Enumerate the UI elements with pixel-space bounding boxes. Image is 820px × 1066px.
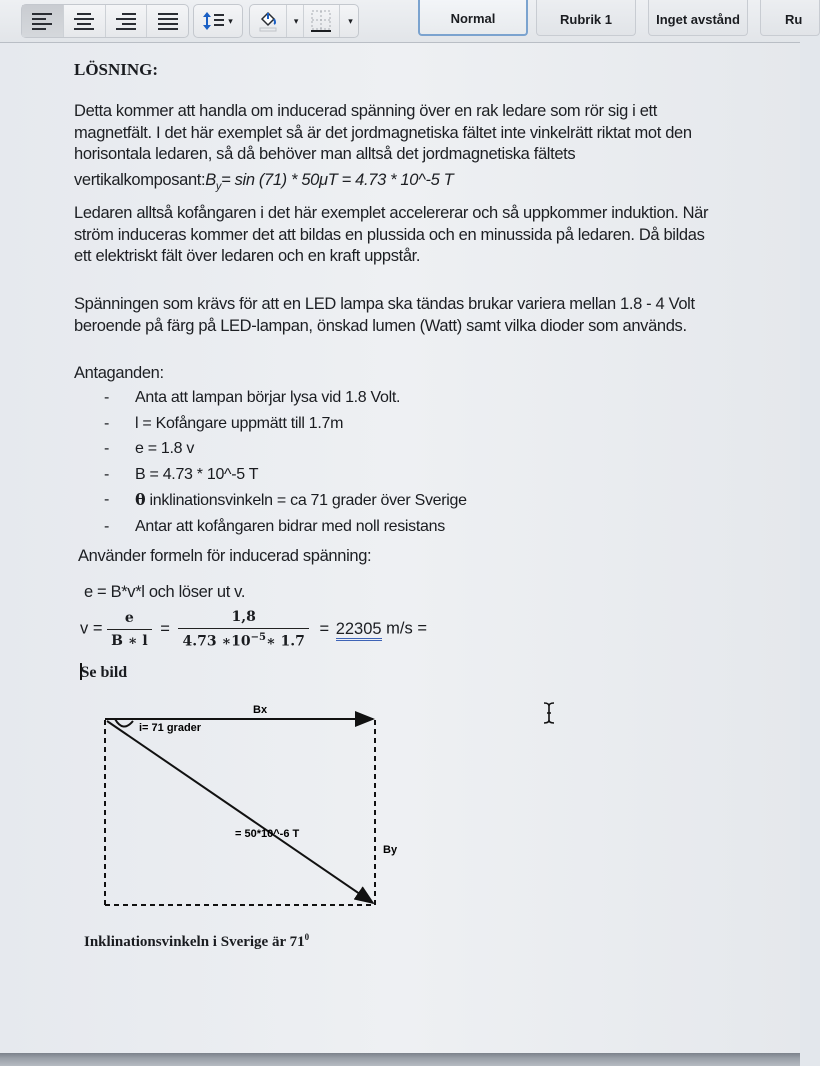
- text-line: Detta kommer att handla om inducerad spänning över en rak ledare som rör sig i ett: [74, 102, 658, 120]
- fraction-denominator: B ∗ l: [107, 629, 152, 649]
- list-item-text: inklinationsvinkeln = ca 71 grader över Sverige: [145, 492, 467, 509]
- see-image-label: Se bild: [80, 664, 128, 681]
- paragraph-intro: [74, 101, 794, 197]
- shading-borders-group: [249, 4, 359, 38]
- text-line: ström induceras kommer det att bildas en plussida och en minussida på ledaren. Då bildas: [74, 225, 705, 244]
- formula-line: [74, 170, 794, 198]
- label-bx: Bx: [253, 704, 268, 716]
- fraction-symbolic: [107, 610, 152, 649]
- style-rubrik-1[interactable]: [536, 0, 636, 36]
- list-item: [104, 411, 704, 437]
- list-item-text: l = Kofångare uppmätt till 1.7m: [135, 414, 344, 432]
- chevron-down-icon: ▾: [348, 15, 353, 26]
- list-item: [104, 462, 704, 488]
- align-center-button[interactable]: [64, 5, 106, 37]
- result-value: 22305: [336, 620, 382, 641]
- formula-subscript: y: [215, 179, 222, 192]
- list-item-text: Anta att lampan börjar lysa vid 1.8 Volt.: [135, 389, 401, 406]
- document-page[interactable]: [0, 43, 800, 1053]
- list-item: [104, 487, 704, 514]
- text-line: Spänningen som krävs för att en LED lampa ska tändas brukar variera mellan 1.8 - 4 Volt: [74, 295, 695, 313]
- align-justify-button[interactable]: [147, 5, 188, 37]
- text-line: beroende på färg på LED-lampan, önskad lumen (Watt) samt vilka dioder som används.: [74, 316, 687, 335]
- line-spacing-dropdown[interactable]: [193, 4, 243, 38]
- borders-dropdown[interactable]: [340, 5, 358, 37]
- fraction-denominator: [178, 628, 308, 650]
- style-label: Normal: [450, 11, 496, 26]
- style-label: Rubrik 1: [559, 12, 612, 27]
- b-vector-arrow: [107, 721, 373, 903]
- align-left-icon: [32, 13, 52, 30]
- style-rubrik-2[interactable]: [760, 0, 820, 36]
- bullet-dash: -: [104, 465, 110, 483]
- denominator-base: 4.73 ∗10: [182, 633, 251, 650]
- style-inget-avstand[interactable]: [648, 0, 748, 36]
- paragraph-led: [74, 294, 794, 337]
- fraction-numerator: 1,8: [231, 609, 256, 625]
- window-bottom-edge: [0, 1053, 800, 1066]
- result-unit: m/s =: [381, 619, 427, 638]
- text-line: magnetfält. I det här exemplet så är det jordmagnetiska fältet inte vinkelrätt riktat mot den: [74, 123, 692, 142]
- align-left-button[interactable]: [22, 5, 64, 37]
- chevron-down-icon: ▾: [293, 15, 299, 26]
- borders-button[interactable]: [304, 5, 341, 37]
- list-item-text: e = 1.8 v: [135, 440, 195, 457]
- angle-arc: [115, 719, 133, 727]
- assumptions-heading: Antaganden:: [74, 364, 164, 382]
- assumptions-list: [104, 385, 704, 539]
- denominator-rest: ∗ 1.7: [265, 633, 305, 650]
- formula-line: e = B*v*l och löser ut v.: [84, 583, 246, 601]
- see-image-text: [80, 663, 127, 682]
- align-right-button[interactable]: [106, 5, 148, 37]
- text-line: ett elektriskt fält över ledaren och en kraft uppstår.: [74, 247, 421, 265]
- shading-button[interactable]: [250, 5, 287, 37]
- solution-equation: [80, 609, 427, 650]
- inclination-diagram: [95, 693, 398, 923]
- bullet-dash: -: [104, 517, 110, 535]
- formula-prefix: vertikalkomposant:: [74, 170, 206, 189]
- diagram-caption: [84, 932, 309, 951]
- equation-lhs: v =: [80, 619, 103, 638]
- paragraph-induction: [74, 203, 794, 268]
- borders-icon: [310, 9, 332, 33]
- shading-dropdown[interactable]: [287, 5, 304, 37]
- theta-symbol: θ: [135, 490, 146, 509]
- list-item: [104, 514, 704, 540]
- formula-rest: = sin (71) * 50μT = 4.73 * 10^-5 T: [221, 170, 454, 189]
- bullet-dash: -: [104, 414, 110, 432]
- list-item: [104, 385, 704, 411]
- style-label: Ru: [785, 12, 803, 27]
- formula-intro: Använder formeln för inducerad spänning:: [78, 547, 372, 565]
- list-item-text: B = 4.73 * 10^-5 T: [135, 465, 259, 483]
- formatting-toolbar: [0, 0, 803, 43]
- line-spacing-button[interactable]: [194, 5, 242, 37]
- align-right-icon: [116, 13, 136, 30]
- label-by: By: [383, 844, 398, 856]
- text-line: horisontala ledaren, så då behöver man alltså det jordmagnetiska fältets: [74, 145, 576, 163]
- bullet-dash: -: [104, 491, 110, 508]
- style-label: Inget avstånd: [656, 12, 740, 27]
- list-item-text: Antar att kofångaren bidrar med noll resistans: [135, 517, 445, 535]
- equals-sign: =: [319, 619, 330, 638]
- denominator-exponent: −5: [250, 632, 266, 643]
- label-b-magnitude: = 50*10^-6 T: [235, 828, 300, 840]
- align-justify-icon: [158, 13, 178, 30]
- text-line: Ledaren alltså kofångaren i det här exemplet accelererar och så uppkommer induktion. När: [74, 204, 709, 222]
- bullet-dash: -: [104, 389, 110, 406]
- align-center-icon: [74, 13, 94, 30]
- ibeam-cursor-icon: [542, 702, 556, 724]
- equals-sign: =: [160, 619, 170, 638]
- caption-superscript: 0: [304, 932, 310, 942]
- list-item: [104, 436, 704, 462]
- alignment-group: [21, 4, 189, 38]
- style-normal[interactable]: [418, 0, 528, 36]
- bullet-dash: -: [104, 440, 110, 457]
- chevron-down-icon: ▾: [228, 15, 233, 26]
- fraction-numerator: e: [124, 609, 134, 626]
- paint-bucket-icon: [257, 10, 279, 32]
- heading: LÖSNING:: [74, 60, 159, 79]
- fraction-numeric: [178, 609, 308, 650]
- formula-symbol: B: [205, 170, 216, 189]
- caption-text: Inklinationsvinkeln i Sverige är 71: [84, 934, 305, 950]
- line-spacing-icon: [203, 11, 225, 31]
- label-angle: i= 71 grader: [139, 722, 202, 734]
